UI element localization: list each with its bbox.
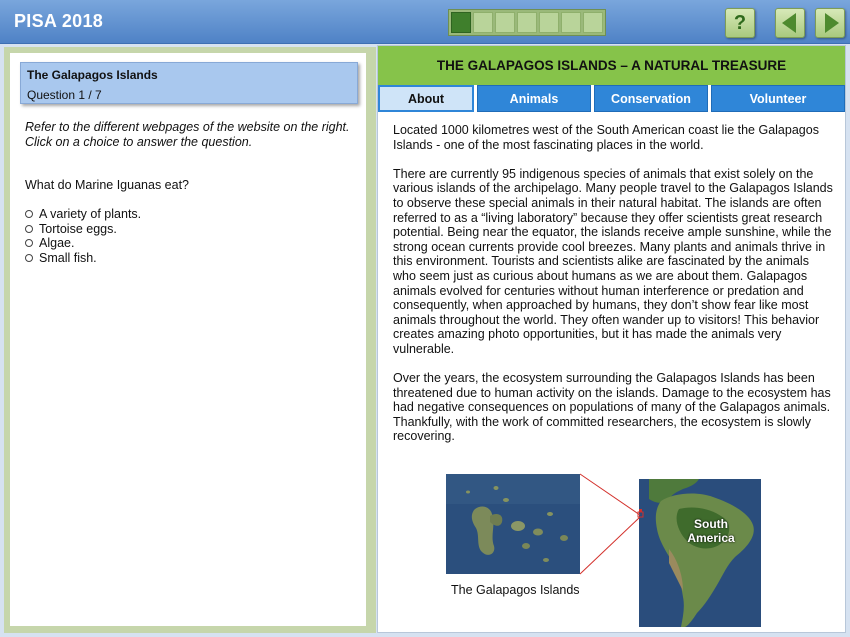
question-number: Question 1 / 7 [27, 88, 102, 102]
choice-label[interactable]: Small fish. [39, 250, 97, 265]
image-caption: The Galapagos Islands [451, 583, 580, 597]
tab-about[interactable]: About [378, 85, 474, 112]
choice-label[interactable]: Algae. [39, 236, 75, 250]
tab-volunteer[interactable]: Volunteer [711, 85, 845, 112]
answer-choice[interactable] [25, 222, 141, 237]
progress-segment [561, 12, 581, 33]
progress-segment [517, 12, 537, 33]
article-body [393, 123, 833, 459]
south-america-map-graphic [639, 479, 761, 627]
question-header [20, 62, 358, 104]
next-button[interactable] [815, 8, 845, 38]
help-button[interactable] [725, 8, 755, 38]
choice-label[interactable]: A variety of plants. [39, 207, 142, 221]
answer-choices [25, 207, 141, 265]
south-america-image [639, 479, 761, 627]
galapagos-map-graphic [446, 474, 580, 574]
top-bar [0, 0, 850, 44]
instruction-text: Refer to the different webpages of the website on the right. Click on a choice to answer the question. [25, 120, 350, 149]
choice-label[interactable]: Tortoise eggs. [39, 221, 117, 236]
tab-animals[interactable]: Animals [477, 85, 591, 112]
question-icon: ? [733, 11, 747, 34]
question-text: What do Marine Iguanas eat? [25, 178, 189, 192]
arrow-right-icon [825, 13, 839, 33]
continent-label: South America [687, 517, 735, 545]
article-paragraph: There are currently 95 indigenous species of animals that exist solely on the various islands of the archipelago. Many people travel to the Galapagos Islands to observe these special animals in their natural habitat. The islands are often referred to as a “living laboratory” because they offer scientists great research potential. Being near the equator, the islands receive ample sunshine, while the strong ocean currents provide cool breezes. Many plants and animals thrive in this environment. Tourists and scientists alike are fascinated by the animals who seem just as curious about humans as we are about them. Galapagos animals evolved for centuries without human interference or predation and consequently, when approached by humans, they don’t show fear like most animals throughout the world. They often wander up to visitors! This behavior creates amazing photo opportunities, but it has made the animals very vulnerable. [393, 166, 833, 356]
app-title: PISA 2018 [14, 11, 104, 31]
radio-icon[interactable] [25, 239, 33, 247]
progress-segment [583, 12, 603, 33]
radio-icon[interactable] [25, 225, 33, 233]
arrow-left-icon [782, 13, 796, 33]
article-paragraph: Over the years, the ecosystem surrounding the Galapagos Islands has been threatened due to human activity on the islands. Damage to the ecosystem has had negative consequences on populations of many of the Galapagos animals. Thankfully, with the work of committed researchers, the ecosystem is slowly recovering. [393, 371, 831, 444]
radio-icon[interactable] [25, 210, 33, 218]
answer-choice[interactable] [25, 251, 141, 266]
previous-button[interactable] [775, 8, 805, 38]
galapagos-islands-image [446, 474, 580, 574]
website-tabs [378, 85, 845, 112]
progress-bar [448, 9, 606, 36]
answer-choice[interactable] [25, 207, 141, 222]
answer-choice[interactable] [25, 236, 141, 251]
tab-conservation[interactable]: Conservation [594, 85, 708, 112]
website-title: THE GALAPAGOS ISLANDS – A NATURAL TREASURE [378, 46, 845, 85]
radio-icon[interactable] [25, 254, 33, 262]
unit-title: The Galapagos Islands [27, 68, 158, 82]
progress-segment [539, 12, 559, 33]
progress-segment [451, 12, 471, 33]
article-paragraph: Located 1000 kilometres west of the South American coast lie the Galapagos Islands - one of the most fascinating places in the world. [393, 123, 819, 152]
progress-segment [495, 12, 515, 33]
progress-segment [473, 12, 493, 33]
